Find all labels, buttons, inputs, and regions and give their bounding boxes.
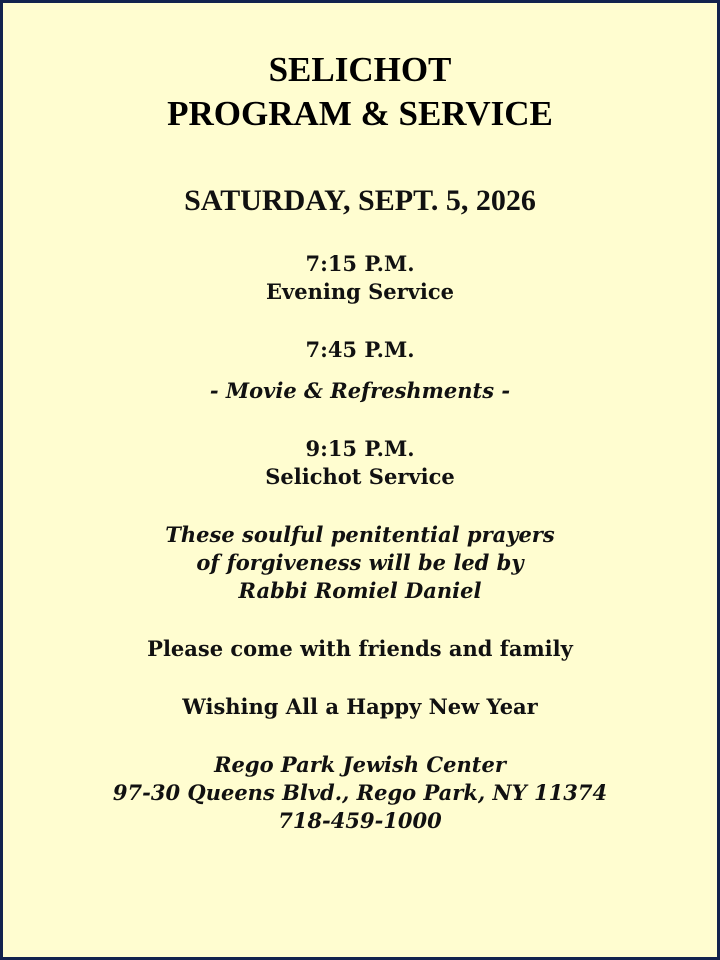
schedule-event-1: Evening Service [266, 279, 454, 304]
schedule-event-3: Selichot Service [265, 464, 455, 489]
schedule-time-2: 7:45 P.M. [305, 337, 415, 362]
schedule-event-2: - Movie & Refreshments - [209, 378, 511, 403]
location-address: 97-30 Queens Blvd., Rego Park, NY 11374 [112, 780, 608, 805]
greeting-text: Wishing All a Happy New Year [182, 694, 538, 719]
schedule-time-3: 9:15 P.M. [305, 436, 415, 461]
event-date: SATURDAY, SEPT. 5, 2026 [184, 184, 536, 217]
invitation-text: Please come with friends and family [147, 636, 573, 661]
location-phone: 718-459-1000 [278, 808, 442, 833]
schedule-time-1: 7:15 P.M. [305, 251, 415, 276]
description-line-2: of forgiveness will be led by [196, 550, 524, 575]
description-line-3: Rabbi Romiel Daniel [238, 578, 482, 603]
title-line-1: SELICHOT [268, 50, 452, 89]
location-name: Rego Park Jewish Center [214, 752, 506, 777]
description-line-1: These soulful penitential prayers [165, 522, 555, 547]
title-line-2: PROGRAM & SERVICE [167, 94, 553, 133]
